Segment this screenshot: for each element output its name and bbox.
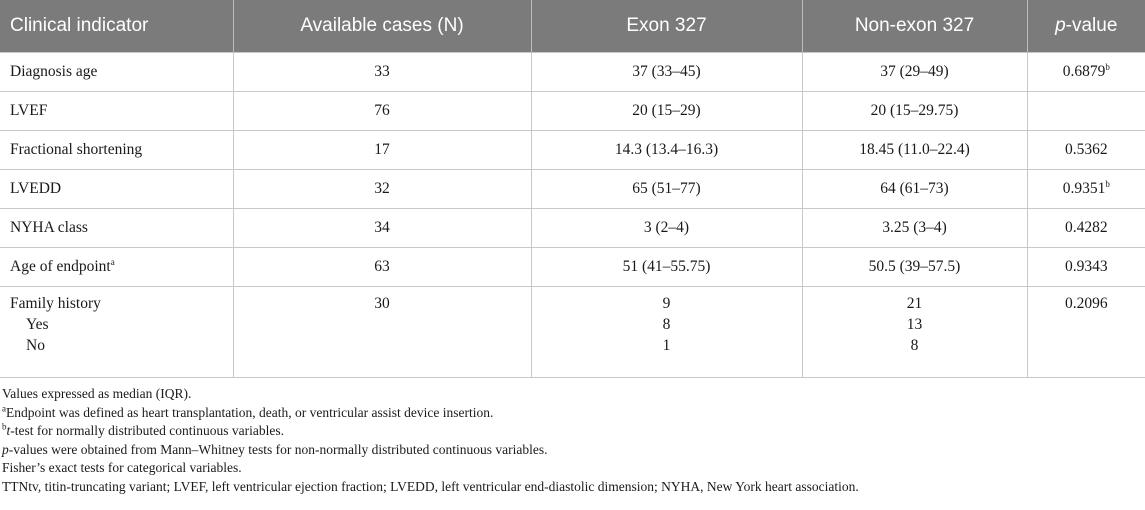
- cases-cell: 63: [233, 248, 531, 287]
- indicator-label: NYHA class: [10, 219, 88, 236]
- family-yes-label: Yes: [26, 316, 49, 333]
- header-p-rest: -value: [1065, 15, 1118, 36]
- table-footnotes: [2, 385, 1142, 496]
- footnote-fisher: Fisher’s exact tests for categorical variables.: [2, 460, 242, 475]
- table-row: [0, 248, 1145, 287]
- table-row: [0, 131, 1145, 170]
- p-cell: [1027, 53, 1145, 92]
- indicator-label: Family history: [10, 295, 101, 312]
- family-exon-no: 1: [662, 337, 671, 354]
- indicator-cell: [0, 248, 233, 287]
- family-nonexon-total: 21: [906, 295, 923, 312]
- cases-cell: 17: [233, 131, 531, 170]
- footnote-abbreviations: TTNtv, titin-truncating variant; LVEF, left ventricular ejection fraction; LVEDD, left ventricular end-diastolic dimension; NYHA, New York heart association.: [2, 478, 859, 494]
- header-p-italic: p: [1055, 15, 1066, 36]
- exon-cell: 20 (15–29): [531, 92, 802, 131]
- family-exon-yes: 8: [662, 316, 671, 333]
- footnote-italic: t: [6, 423, 11, 438]
- indicator-label: LVEDD: [10, 180, 62, 197]
- family-exon-total: 9: [662, 295, 671, 312]
- indicator-label: Age of endpoint: [10, 258, 111, 275]
- table-row: [0, 209, 1145, 248]
- footnote-text: Endpoint was defined as heart transplantation, death, or ventricular assist device insertion.: [6, 404, 494, 420]
- indicator-cell: [0, 209, 233, 248]
- indicator-cell: [0, 92, 233, 131]
- cases-cell: [233, 287, 531, 378]
- cases-cell: 76: [233, 92, 531, 131]
- table-row: [0, 92, 1145, 131]
- footnote-marker: a: [110, 256, 115, 267]
- cases-cell: 32: [233, 170, 531, 209]
- footnote-italic: p: [2, 441, 9, 457]
- nonexon-cell: 64 (61–73): [802, 170, 1027, 209]
- family-no-label: No: [26, 337, 45, 354]
- header-non-exon-327: Non-exon 327: [802, 0, 1027, 53]
- p-cell: [1027, 287, 1145, 378]
- table-header-row: [0, 0, 1145, 53]
- footnote-text: -values were obtained from Mann–Whitney tests for non-normally distributed continuous variables.: [8, 441, 548, 457]
- footnote-marker: b: [1105, 178, 1110, 189]
- exon-cell: 51 (41–55.75): [531, 248, 802, 287]
- footnote-marker: b: [1105, 61, 1110, 72]
- p-cell: 0.9343: [1027, 248, 1145, 287]
- header-exon-327: Exon 327: [531, 0, 802, 53]
- footnote-marker: b: [2, 421, 7, 432]
- p-cell: [1027, 92, 1145, 131]
- p-cell: [1027, 170, 1145, 209]
- p-value: 0.6879: [1062, 63, 1106, 80]
- table-row: [0, 170, 1145, 209]
- indicator-cell: [0, 170, 233, 209]
- cases-cell: 34: [233, 209, 531, 248]
- family-nonexon-no: 8: [910, 337, 919, 354]
- nonexon-cell: 20 (15–29.75): [802, 92, 1027, 131]
- footnote-p-values: [2, 441, 1142, 460]
- indicator-label: Diagnosis age: [10, 63, 98, 80]
- p-value: 0.9351: [1062, 180, 1106, 197]
- p-cell: 0.5362: [1027, 131, 1145, 170]
- nonexon-cell: 37 (29–49): [802, 53, 1027, 92]
- footnote-text: -test for normally distributed continuous variables.: [10, 423, 284, 438]
- indicator-cell: [0, 131, 233, 170]
- exon-cell: 3 (2–4): [531, 209, 802, 248]
- cases-cell: 33: [233, 53, 531, 92]
- exon-cell: 65 (51–77): [531, 170, 802, 209]
- nonexon-cell: 50.5 (39–57.5): [802, 248, 1027, 287]
- table-row-family-history: [0, 287, 1145, 378]
- footnote-values: Values expressed as median (IQR).: [2, 386, 192, 401]
- family-p-value: 0.2096: [1064, 295, 1108, 312]
- header-clinical-indicator: Clinical indicator: [0, 0, 233, 53]
- nonexon-cell: 3.25 (3–4): [802, 209, 1027, 248]
- exon-cell: 14.3 (13.4–16.3): [531, 131, 802, 170]
- exon-cell: 37 (33–45): [531, 53, 802, 92]
- footnote-marker: a: [2, 403, 6, 413]
- nonexon-cell: [802, 287, 1027, 378]
- family-nonexon-yes: 13: [906, 316, 923, 333]
- footnote-a: [2, 404, 1142, 423]
- footnote-b: [2, 422, 1142, 441]
- table-row: [0, 53, 1145, 92]
- header-p-value: [1027, 0, 1145, 53]
- family-cases: 30: [374, 295, 390, 312]
- nonexon-cell: 18.45 (11.0–22.4): [802, 131, 1027, 170]
- indicator-cell: [0, 53, 233, 92]
- indicator-label: Fractional shortening: [10, 141, 143, 158]
- p-cell: 0.4282: [1027, 209, 1145, 248]
- exon-cell: [531, 287, 802, 378]
- header-available-cases: Available cases (N): [233, 0, 531, 53]
- indicator-cell: [0, 287, 233, 378]
- indicator-label: LVEF: [10, 102, 48, 119]
